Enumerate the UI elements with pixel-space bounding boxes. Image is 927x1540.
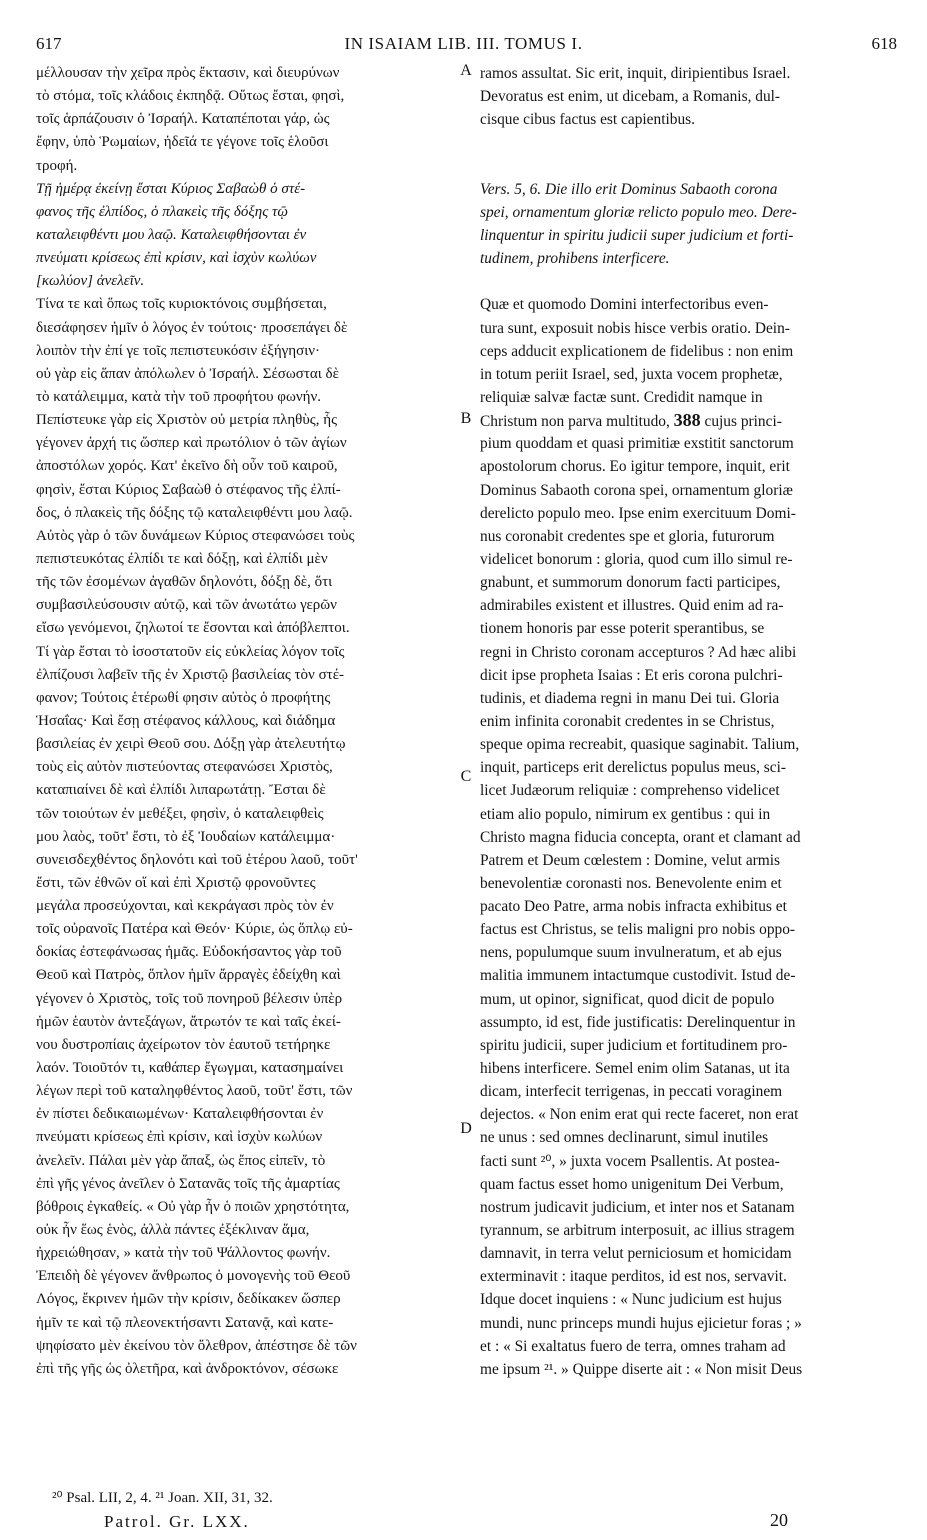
- latin-text-line: tudinis, et diadema regni in manu Dei tui. Gloria: [480, 689, 780, 707]
- greek-text-line: βόθροις ἐγκαθείς. « Οὐ γὰρ ἦν ὁ ποιῶν χρηστότητα,: [36, 1198, 350, 1215]
- greek-text-line: Τίνα τε καὶ ὅπως τοῖς κυριοκτόνοις συμβήσεται,: [36, 296, 327, 313]
- greek-text-line: Τῇ ἡμέρᾳ ἐκείνῃ ἔσται Κύριος Σαβαὼθ ὁ στέ-: [36, 180, 306, 197]
- greek-text-line: διεσάφησεν ἡμῖν ὁ λόγος ἐν τούτοις· προσεπάγει δὲ: [36, 319, 348, 336]
- greek-text-line: Αὐτὸς γὰρ ὁ τῶν δυνάμεων Κύριος στεφανώσει τοὺς: [36, 527, 355, 544]
- latin-text-line: et : « Si exaltatus fuero de terra, omnes traham ad: [480, 1337, 786, 1355]
- margin-marker-a: A: [460, 62, 472, 79]
- greek-text-line: φησὶν, ἔσται Κύριος Σαβαὼθ ὁ στέφανος τῆς ἐλπί-: [36, 481, 341, 498]
- greek-text-line: λαόν. Τοιοῦτόν τι, καθάπερ ἔγωγμαι, κατασημαίνει: [36, 1060, 344, 1077]
- latin-intro-block: [480, 62, 892, 131]
- verse-heading-line: tudinem, prohibens interficere.: [480, 250, 670, 268]
- greek-text-line: ψηφίσατο μὲν ἐκείνου τὸν ὄλεθρον, ἀπέστησε δὲ τῶν: [36, 1337, 357, 1354]
- latin-text-line: inquit, particeps erit derelictus populus meus, sci-: [480, 759, 787, 777]
- latin-text-line: nens, populumque suum invulneratum, et ab ejus: [480, 944, 782, 962]
- greek-text-line: τὸ στόμα, τοῖς κλάδοις ἐκπηδᾷ. Οὕτως ἔσται, φησὶ,: [36, 88, 345, 105]
- greek-text-line: ἐν πίστει δεδικαιωμένων· Καταλειφθήσονται ἐν: [36, 1106, 324, 1123]
- line-end: cujus princi-: [700, 413, 782, 431]
- greek-text-line: μεγάλα προσεύχονται, καὶ κεκράγασι πρὸς τὸν ἐν: [36, 898, 334, 915]
- page-number-right: 618: [871, 34, 897, 53]
- greek-text-line: Ἡσαΐας· Καὶ ἔσῃ στέφανος κάλλους, καὶ διάδημα: [36, 712, 336, 729]
- greek-text-line: οὐ γὰρ εἰς ἅπαν ἀπόλωλεν ὁ Ἰσραήλ. Σέσωσται δὲ: [36, 365, 339, 382]
- greek-text-line: μέλλουσαν τὴν χεῖρα πρὸς ἔκτασιν, καὶ διευρύνων: [36, 65, 340, 81]
- greek-text-line: συμβασιλεύσουσιν αὐτῷ, καὶ τῶν ἀνωτάτω γερῶν: [36, 597, 337, 614]
- latin-text-line: mundi, nunc princeps mundi hujus ejicietur foras ; »: [480, 1314, 802, 1332]
- latin-text-line: tyrannum, se arbitrum interposuit, ac illius stragem: [480, 1222, 795, 1240]
- greek-text-line: φανος τῆς ἐλπίδος, ὁ πλακεὶς τῆς δόξης τῷ: [36, 203, 288, 220]
- greek-text-line: οὐκ ἦν ἕως ἑνὸς, ἀλλὰ πάντες ἐξέκλιναν ἅμα,: [36, 1222, 310, 1239]
- greek-text-line: πνεύματι κρίσεως ἐπὶ κρίσιν, καὶ ἰσχὺν κωλύων: [36, 1129, 323, 1146]
- latin-text-line: Dominus Sabaoth corona spei, ornamentum gloriæ: [480, 481, 793, 499]
- greek-text-line: συνεισδεχθέντος δηλονότι καὶ τοῦ ἑτέρου λαοῦ, τοῦτ': [36, 851, 358, 868]
- verse-heading-line: spei, ornamentum gloriæ relicto populo meo. Dere-: [480, 203, 797, 221]
- latin-text-line: pium quoddam et quasi primitiæ exstitit sanctorum: [480, 435, 794, 453]
- latin-text-line: pacato Deo Patre, arma nobis infracta exhibitus et: [480, 898, 787, 916]
- greek-text-line: ἡμῖν τε καὶ τῷ πλεονεκτήσαντι Σατανᾷ, καὶ κατε-: [36, 1314, 334, 1331]
- running-title: IN ISAIAM LIB. III. TOMUS I.: [344, 34, 583, 53]
- latin-text-line: regni in Christo coronam accepturos ? Ad hæc alibi: [480, 643, 797, 661]
- greek-text-line: πνεύματι κρίσεως ἐπὶ κρίσιν, καὶ ἰσχὺν κωλύων: [36, 250, 317, 267]
- greek-text-line: τοὺς εἰς αὐτὸν πιστεύοντας στεφανώσει Χριστὸς,: [36, 759, 333, 776]
- greek-text-line: μου λαὸς, τοῦτ' ἔστι, τὸ ἐξ Ἰουδαίων κατάλειμμα·: [36, 828, 336, 845]
- greek-text-line: τῶν τοιούτων ἐν μεθέξει, φησὶν, ὁ καταλειφθεὶς: [36, 805, 324, 822]
- latin-text-line: mum, ut opinor, significat, quod dicit de populo: [480, 990, 775, 1008]
- greek-text-line: ἀνελεῖν. Πάλαι μὲν γὰρ ἅπαξ, ὡς ἔπος εἰπεῖν, τὸ: [36, 1152, 326, 1169]
- latin-text-line: derelicto populo meo. Ipse enim exercituum Domi-: [480, 504, 796, 522]
- latin-text-line: licet Judæorum reliquiæ : comprehenso videlicet: [480, 782, 780, 800]
- greek-text-line: τοῖς οὐρανοῖς Πατέρα καὶ Θεόν· Κύριε, ὡς ὅπλῳ εὐ-: [36, 921, 353, 938]
- latin-text-line: gnabunt, et summorum donorum facti participes,: [480, 574, 781, 592]
- latin-text-line: dicit ipse propheta Isaias : Et eris corona pulchri-: [480, 666, 783, 684]
- greek-column: [36, 62, 472, 1381]
- latin-column: [480, 62, 892, 1381]
- greek-text-line: ἀποστόλων χορός. Κατ' ἐκεῖνο δὴ οὖν τοῦ καιροῦ,: [36, 458, 338, 475]
- latin-commentary-top: [480, 293, 892, 409]
- greek-text-line: Ἐπειδὴ δὲ γέγονεν ἄνθρωπος ὁ μονογενὴς τοῦ Θεοῦ: [36, 1268, 351, 1285]
- greek-text-line: Λόγος, ἔκρινεν ἡμῶν τὴν κρίσιν, δεδίκακεν ὥσπερ: [36, 1291, 341, 1308]
- latin-text-line: quam factus esset homo unigenitum Dei Verbum,: [480, 1175, 784, 1193]
- latin-text-line: benevolentiæ coronasti nos. Benevolente enim et: [480, 874, 782, 892]
- page-reference-number: 388: [673, 410, 701, 431]
- greek-text-line: [κωλύον] ἀνελεῖν.: [36, 273, 145, 290]
- latin-text-line: etiam alio populo, nimirum ex gentibus : qui in: [480, 805, 771, 823]
- latin-text-line: apostolorum chorus. Eo igitur tempore, inquit, erit: [480, 458, 790, 476]
- greek-text-line: νου δυστροπίαις ἀχείρωτον τὸν ἑαυτοῦ τετήρηκε: [36, 1036, 331, 1053]
- latin-text-line: reliquiæ salvæ factæ sunt. Credidit namque in: [480, 388, 763, 406]
- latin-text-line: enim infinita coronabit credentes in se Christus,: [480, 712, 775, 730]
- latin-text-line: Patrem et Deum cœlestem : Domine, velut armis: [480, 851, 781, 869]
- greek-text-line: τοῖς ἁρπάζουσιν ὁ Ἰσραήλ. Καταπέποται γάρ, ὡς: [36, 111, 330, 128]
- latin-text-line: tura sunt, exposuit nobis hisce verbis oratio. Dein-: [480, 319, 790, 337]
- greek-text-line: εἴσω γενόμενοι, ζηλωτοί τε ἔσονται καὶ ἀπόβλεπτοι.: [36, 620, 350, 637]
- greek-text-line: Πεπίστευκε γὰρ εἰς Χριστὸν οὐ μετρία πληθὺς, ἧς: [36, 412, 338, 429]
- greek-text-line: καταλειφθέντι μου λαῷ. Καταλειφθήσονται ἐν: [36, 226, 307, 243]
- verse-heading-line: linquentur in spiritu judicii super judicium et forti-: [480, 226, 794, 244]
- greek-text-line: καταπιαίνει δὲ καὶ ἐλπίδι λιπαρωτάτῃ. Ἔσται δὲ: [36, 782, 326, 799]
- greek-text-line: ἔστι, τῶν ἐθνῶν οἵ καὶ ἐπὶ Χριστῷ φρονοῦντες: [36, 874, 316, 891]
- latin-text-line: ne unus : sed omnes declinarunt, simul inutiles: [480, 1129, 769, 1147]
- greek-text-line: τῆς τῶν ἐσομένων ἀγαθῶν δηλονότι, δόξῃ δὲ, ὅτι: [36, 574, 333, 591]
- verse-heading: [480, 178, 892, 271]
- series-footer: Patrol. Gr. LXX.: [104, 1512, 250, 1531]
- latin-text-line: hibens interficere. Semel enim olim Satanas, ut ita: [480, 1060, 790, 1078]
- latin-text-line: facti sunt ²⁰, » juxta vocem Psallentis. At postea-: [480, 1152, 780, 1170]
- margin-marker-b: B: [460, 410, 472, 427]
- greek-text-line: Θεοῦ καὶ Πατρὸς, ὅπλον ἡμῖν ἄρραγὲς ἐδείχθη καὶ: [36, 967, 341, 984]
- greek-text-line: φανον; Τούτοις ἑτέρωθί φησιν αὐτὸς ὁ προφήτης: [36, 689, 331, 706]
- greek-text-line: γέγονεν ἀρχή τις ὥσπερ καὶ πρωτόλιον ὁ τῶν ἁγίων: [36, 435, 347, 452]
- latin-text-line: Devoratus est enim, ut dicebam, a Romanis, dul-: [480, 88, 781, 106]
- greek-text-line: δος, ὁ πλακεὶς τῆς δόξης τῷ καταλειφθέντι μου λαῷ.: [36, 504, 353, 521]
- latin-commentary-rest: [480, 432, 892, 1381]
- greek-text-line: ἠχρειώθησαν, » κατὰ τὴν τοῦ Ψάλλοντος φωνήν.: [36, 1245, 331, 1262]
- greek-text-line: τροφή.: [36, 157, 78, 174]
- greek-text-line: γέγονεν ὁ Χριστὸς, τοῖς τοῦ πονηροῦ βέλεσιν ὑπὲρ: [36, 990, 343, 1007]
- greek-text-line: λέγων περὶ τοῦ καταληφθέντος λαοῦ, τοῦτ' ἔστι, τῶν: [36, 1083, 353, 1100]
- margin-marker-c: C: [460, 768, 472, 785]
- greek-text-line: βασιλείας ἐν χειρὶ Θεοῦ σου. Δόξῃ γὰρ ἀτελευτήτῳ: [36, 736, 346, 753]
- latin-text-line: ramos assultat. Sic erit, inquit, diripientibus Israel.: [480, 65, 791, 82]
- latin-text-line: in totum periit Israel, sed, juxta vocem prophetæ,: [480, 365, 783, 383]
- latin-text-line: exterminavit : itaque perditos, id est nos, servavit.: [480, 1268, 787, 1286]
- latin-text-line: me ipsum ²¹. » Quippe diserte ait : « Non misit Deus: [480, 1360, 803, 1378]
- greek-text-line: ἔφην, ὑπὸ Ῥωμαίων, ἡδεῖά τε γέγονε τοῖς ἑλοῦσι: [36, 134, 329, 151]
- latin-text-line: admirabiles existent et illustres. Quid enim ad ra-: [480, 597, 784, 615]
- latin-text-line: Quæ et quomodo Domini interfectoribus even-: [480, 296, 769, 314]
- greek-text-line: δοκίας ἐστεφάνωσας ἡμᾶς. Εὐδοκήσαντος γὰρ τοῦ: [36, 944, 342, 961]
- latin-line-with-page-ref: [480, 409, 892, 432]
- footnotes: ²⁰ Psal. LII, 2, 4. ²¹ Joan. XII, 31, 32.: [52, 1490, 273, 1506]
- margin-marker-d: D: [460, 1120, 472, 1137]
- latin-text-line: dejectos. « Non enim erat qui recte faceret, non erat: [480, 1106, 799, 1124]
- greek-text-line: ἡμῶν ἑαυτὸν ἀντεξάγων, ἄτρωτόν τε καὶ ταῖς ἐκεί-: [36, 1013, 341, 1030]
- latin-text-line: Idque docet inquiens : « Nunc judicium est hujus: [480, 1291, 782, 1309]
- latin-text-line: speque opima recreabit, quasique saginabit. Talium,: [480, 736, 800, 754]
- latin-text-line: spiritu judicii, super judicium et fortitudinem pro-: [480, 1036, 788, 1054]
- latin-text-line: dicam, interfecit terrigenas, in peccati voraginem: [480, 1083, 783, 1101]
- latin-text-line: tionem honoris par esse poterit sperantibus, se: [480, 620, 765, 638]
- greek-text-line: πεπιστευκότας ἐλπίδι τε καὶ δόξῃ, καὶ ἐλπίδι μὲν: [36, 550, 328, 567]
- latin-text-line: factus est Christus, se telis maligni pro nobis oppo-: [480, 921, 796, 939]
- greek-text-line: λοιπὸν τὴν ἐπί γε τοῖς πεπιστευκόσιν ἐξήγησιν·: [36, 342, 321, 359]
- greek-text-line: ἐλπίζουσι λαβεῖν τῆς ἐν Χριστῷ βασιλείας τὸν στέ-: [36, 666, 344, 683]
- greek-text-line: ἐπὶ τῆς γῆς ὡς ὀλετῆρα, καὶ ἀνδροκτόνον, σέσωκε: [36, 1360, 339, 1377]
- greek-text-line: ἐπὶ γῆς γένος ἀνεῖλεν ὁ Σατανᾶς τοῖς τῆς ἁμαρτίας: [36, 1175, 340, 1192]
- latin-text-line: malitia immunem intactumque custodivit. Istud de-: [480, 967, 796, 985]
- line-start: Christum non parva multitudo,: [480, 413, 674, 431]
- latin-text-line: Christo magna fiducia concepta, orant et clamant ad: [480, 828, 801, 846]
- latin-text-line: videlicet bonorum : gloria, quod cum illo simul re-: [480, 550, 793, 568]
- latin-text-line: ceps adducit explicationem de fidelibus : non enim: [480, 342, 794, 360]
- greek-text-line: Τί γὰρ ἔσται τὸ ἰσοστατοῦν εἰς εὐκλείας λόγον τοῖς: [36, 643, 345, 660]
- verse-heading-line: Vers. 5, 6. Die illo erit Dominus Sabaoth corona: [480, 180, 778, 198]
- latin-text-line: damnavit, in terra velut perniciosum et homicidam: [480, 1245, 792, 1263]
- greek-text-line: τὸ κατάλειμμα, κατὰ τὴν τοῦ προφήτου φωνήν.: [36, 388, 321, 405]
- latin-text-line: assumpto, id est, fide justificatis: Derelinquentur in: [480, 1013, 796, 1031]
- latin-text-line: cisque cibus factus est capientibus.: [480, 111, 695, 129]
- page-number-left: 617: [36, 34, 62, 53]
- latin-text-line: nus coronabit credentes spe et gloria, futurorum: [480, 527, 775, 545]
- sheet-number: 20: [770, 1510, 788, 1530]
- latin-text-line: nostrum judicavit judicium, et inter nos et Satanam: [480, 1198, 795, 1216]
